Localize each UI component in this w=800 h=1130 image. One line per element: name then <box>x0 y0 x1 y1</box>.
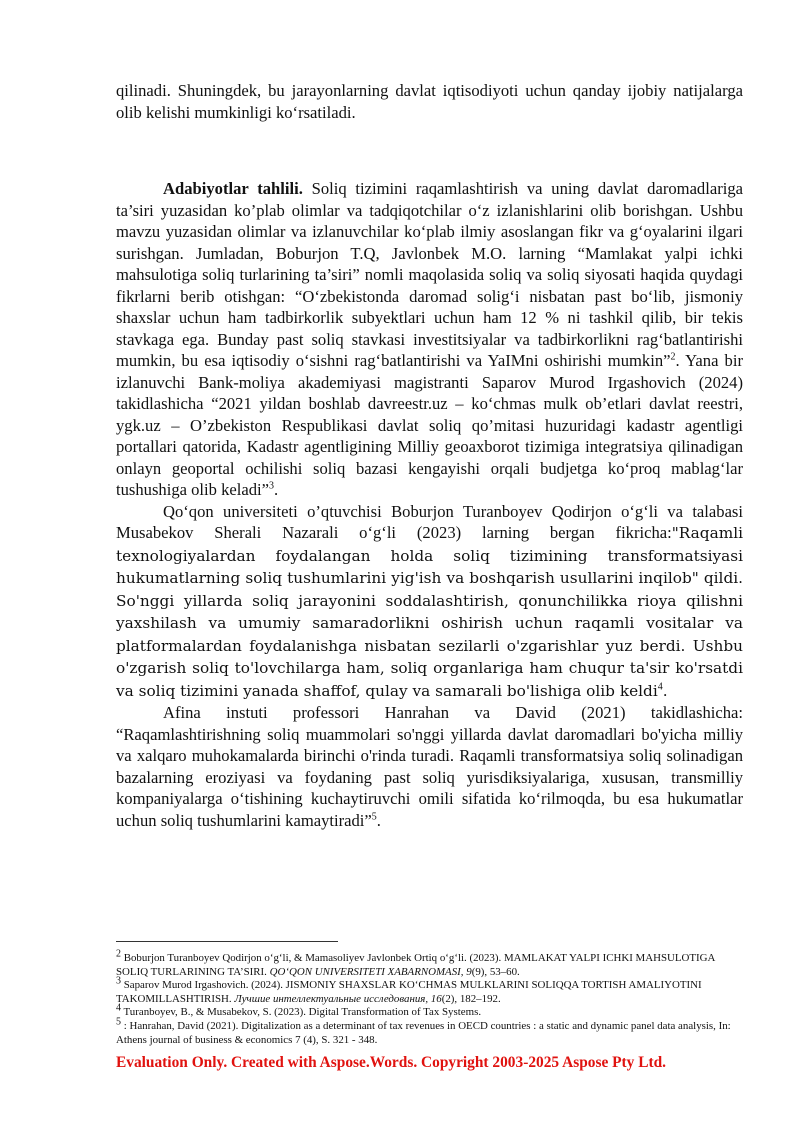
footnote-ref-2[interactable]: 2 <box>670 351 676 363</box>
footnote-2-pages: (9), 53–60. <box>471 965 520 978</box>
footnote-3-text: Saparov Murod Irgashovich. (2024). JISMONIY SHAXSLAR KO‘CHMAS MULKLARINI SOLIQQA TORTISH AMALIYOTINI TAKOMILLASHTIRISH. <box>116 979 702 1005</box>
paragraph-1-end: . <box>274 480 279 499</box>
footnote-5-mark: 5 <box>116 1016 121 1028</box>
paragraph-3-end: . <box>376 810 381 830</box>
footnote-ref-4[interactable]: 4 <box>657 680 663 692</box>
footnote-2 <box>116 948 744 979</box>
paragraph-2 <box>116 501 743 703</box>
paragraph-3-text: Afina instuti professori Hanrahan va David (2021) takidlashicha: “Raqamlashtirishning soliq muammolari so'nggi yillarda davlat daromadlari bo'yicha milliy va xalqaro muhokamalarda birinchi o'rinda turadi. Raqamli transformatsiya soliq solinadigan bazalarning eroziyasi va foydaning past soliq yurisdiksiyalariga, xususan, transmilliy kompaniyalarga o‘tishining kuchaytiruvchi omili sifatida ko‘rilmoqda, bu esa hukumatlar uchun soliq tushumlarini kamaytiradi” <box>116 703 743 830</box>
footnote-3-pages: (2), 182–192. <box>441 992 501 1005</box>
section-heading: Adabiyotlar tahlili. <box>163 179 303 198</box>
evaluation-watermark: Evaluation Only. Created with Aspose.Words. Copyright 2003-2025 Aspose Pty Ltd. <box>116 1054 666 1071</box>
literature-review-section <box>116 178 743 831</box>
paragraph-2-intro: Qo‘qon universiteti o’qtuvchisi Boburjon Turanboyev Qodirjon o‘g‘li va talabasi Musabekov Sherali Nazarali o‘g‘li (2023) larning bergan fikricha: <box>116 501 743 542</box>
footnote-4-text: Turanboyev, B., & Musabekov, S. (2023). Digital Transformation of Tax Systems. <box>121 1006 482 1019</box>
footnote-2-text: Boburjon Turanboyev Qodirjon o‘g‘li, & Mamasoliyev Javlonbek Ortiq o‘g‘li. (2023). MAMLAKAT YALPI ICHKI MAHSULOTIGA SOLIQ TURLARINING TA’SIRI. <box>116 952 715 978</box>
paragraph-1-text: Soliq tizimini raqamlashtirish va uning davlat daromadlariga ta’siri yuzasidan ko’plab olimlar va tadqiqotchilar o‘z izlanishlarini olib borishgan. Ushbu mavzu yuzasidan olimlar va izlanuvchilar ko‘plab ilmiy asoslangan fikr va g‘oyalarini ilgari surishgan. Jumladan, Boburjon T.Q, Javlonbek M.O. larning “Mamlakat yalpi ichki mahsulotiga soliq turlarining ta’siri” nomli maqolasida soliq va soliq siyosati haqida quydagi fikrlarni berib otishgan: “O‘zbekistonda daromad solig‘i nisbatan past bo‘lib, jismoniy shaxslar uchun ham tadbirkorlik subyektlari uchun ham 12 % ni tashkil qilib, bir tekis stavkaga ega. Bunday past soliq stavkasi investitsiyalar va tadbirkorlikni rag‘batlantirishi mumkin, bu esa iqtisodiy o‘sishni rag‘batlantirishi va YaIMni oshirishi mumkin” <box>116 179 744 370</box>
footnote-2-mark: 2 <box>116 948 121 960</box>
intro-paragraph: qilinadi. Shuningdek, bu jarayonlarning davlat iqtisodiyoti uchun qanday ijobiy natijalarga olib kelishi mumkinligi ko‘rsatiladi. <box>116 81 743 122</box>
intro-paragraph-block <box>116 80 743 123</box>
footnote-4-mark: 4 <box>116 1002 121 1014</box>
footnote-3-mark: 3 <box>116 975 121 987</box>
footnote-2-journal: QO‘QON UNIVERSITETI XABARNOMASI, 9 <box>269 965 472 978</box>
paragraph-2-quote: "Raqamli texnologiyalardan foydalangan holda soliq tizimining transformatsiyasi hukumatlarning soliq tushumlarini yig'ish va boshqarish usullarini inqilob" qildi. So'nggi yillarda soliq jarayonini soddalashtirish, qonunchilikka rioya qilishni yaxshilash va umumiy samaradorlikni oshirish uchun raqamli vositalar va platformalardan foydalanishga nisbatan sezilarli o'zgarishlar yuz berdi. Ushbu o'zgarish soliq to'lovchilarga ham, soliq organlariga ham chuqur ta'sir ko'rsatdi va soliq tizimini yanada shaffof, qulay va samarali bo'lishiga olib keldi <box>116 524 743 700</box>
paragraph-2-end: . <box>662 681 668 700</box>
footnote-5 <box>116 1016 744 1047</box>
footnote-separator <box>116 941 338 942</box>
footnote-5-text: : Hanrahan, David (2021). Digitalization as a determinant of tax revenues in OECD countries : a static and dynamic panel data analysis, In: Athens journal of business & economics 7 (4), S. 321 - 348. <box>116 1019 731 1046</box>
footnote-3 <box>116 975 744 1006</box>
paragraph-1-continuation: . Yana bir izlanuvchi Bank-moliya akademiyasi magistranti Saparov Murod Irgashovich (2024) takidlashicha “2021 yildan boshlab davreestr.uz – ko‘chmas mulk ob’etlari davlat reestri, ygk.uz – O’zbekiston Respublikasi davlat soliq qo’mitasi huzuridagi kadastr agentligi portallari qatorida, Kadastr agentligining Milliy geoaxborot tizimiga integratsiya qilinadigan onlayn geoportal ochilishi soliq bazasi kengayishi orqali budjetga ko‘proq mablag‘lar tushushiga olib keladi” <box>116 351 743 499</box>
paragraph-3 <box>116 702 743 831</box>
footnote-4 <box>116 1002 744 1020</box>
footnotes <box>116 948 744 1047</box>
paragraph-1 <box>116 178 743 501</box>
footnote-ref-5[interactable]: 5 <box>371 810 377 822</box>
footnote-ref-3[interactable]: 3 <box>269 480 275 492</box>
footnote-3-journal: Лучшие интеллектуальные исследования, 16 <box>234 992 442 1005</box>
